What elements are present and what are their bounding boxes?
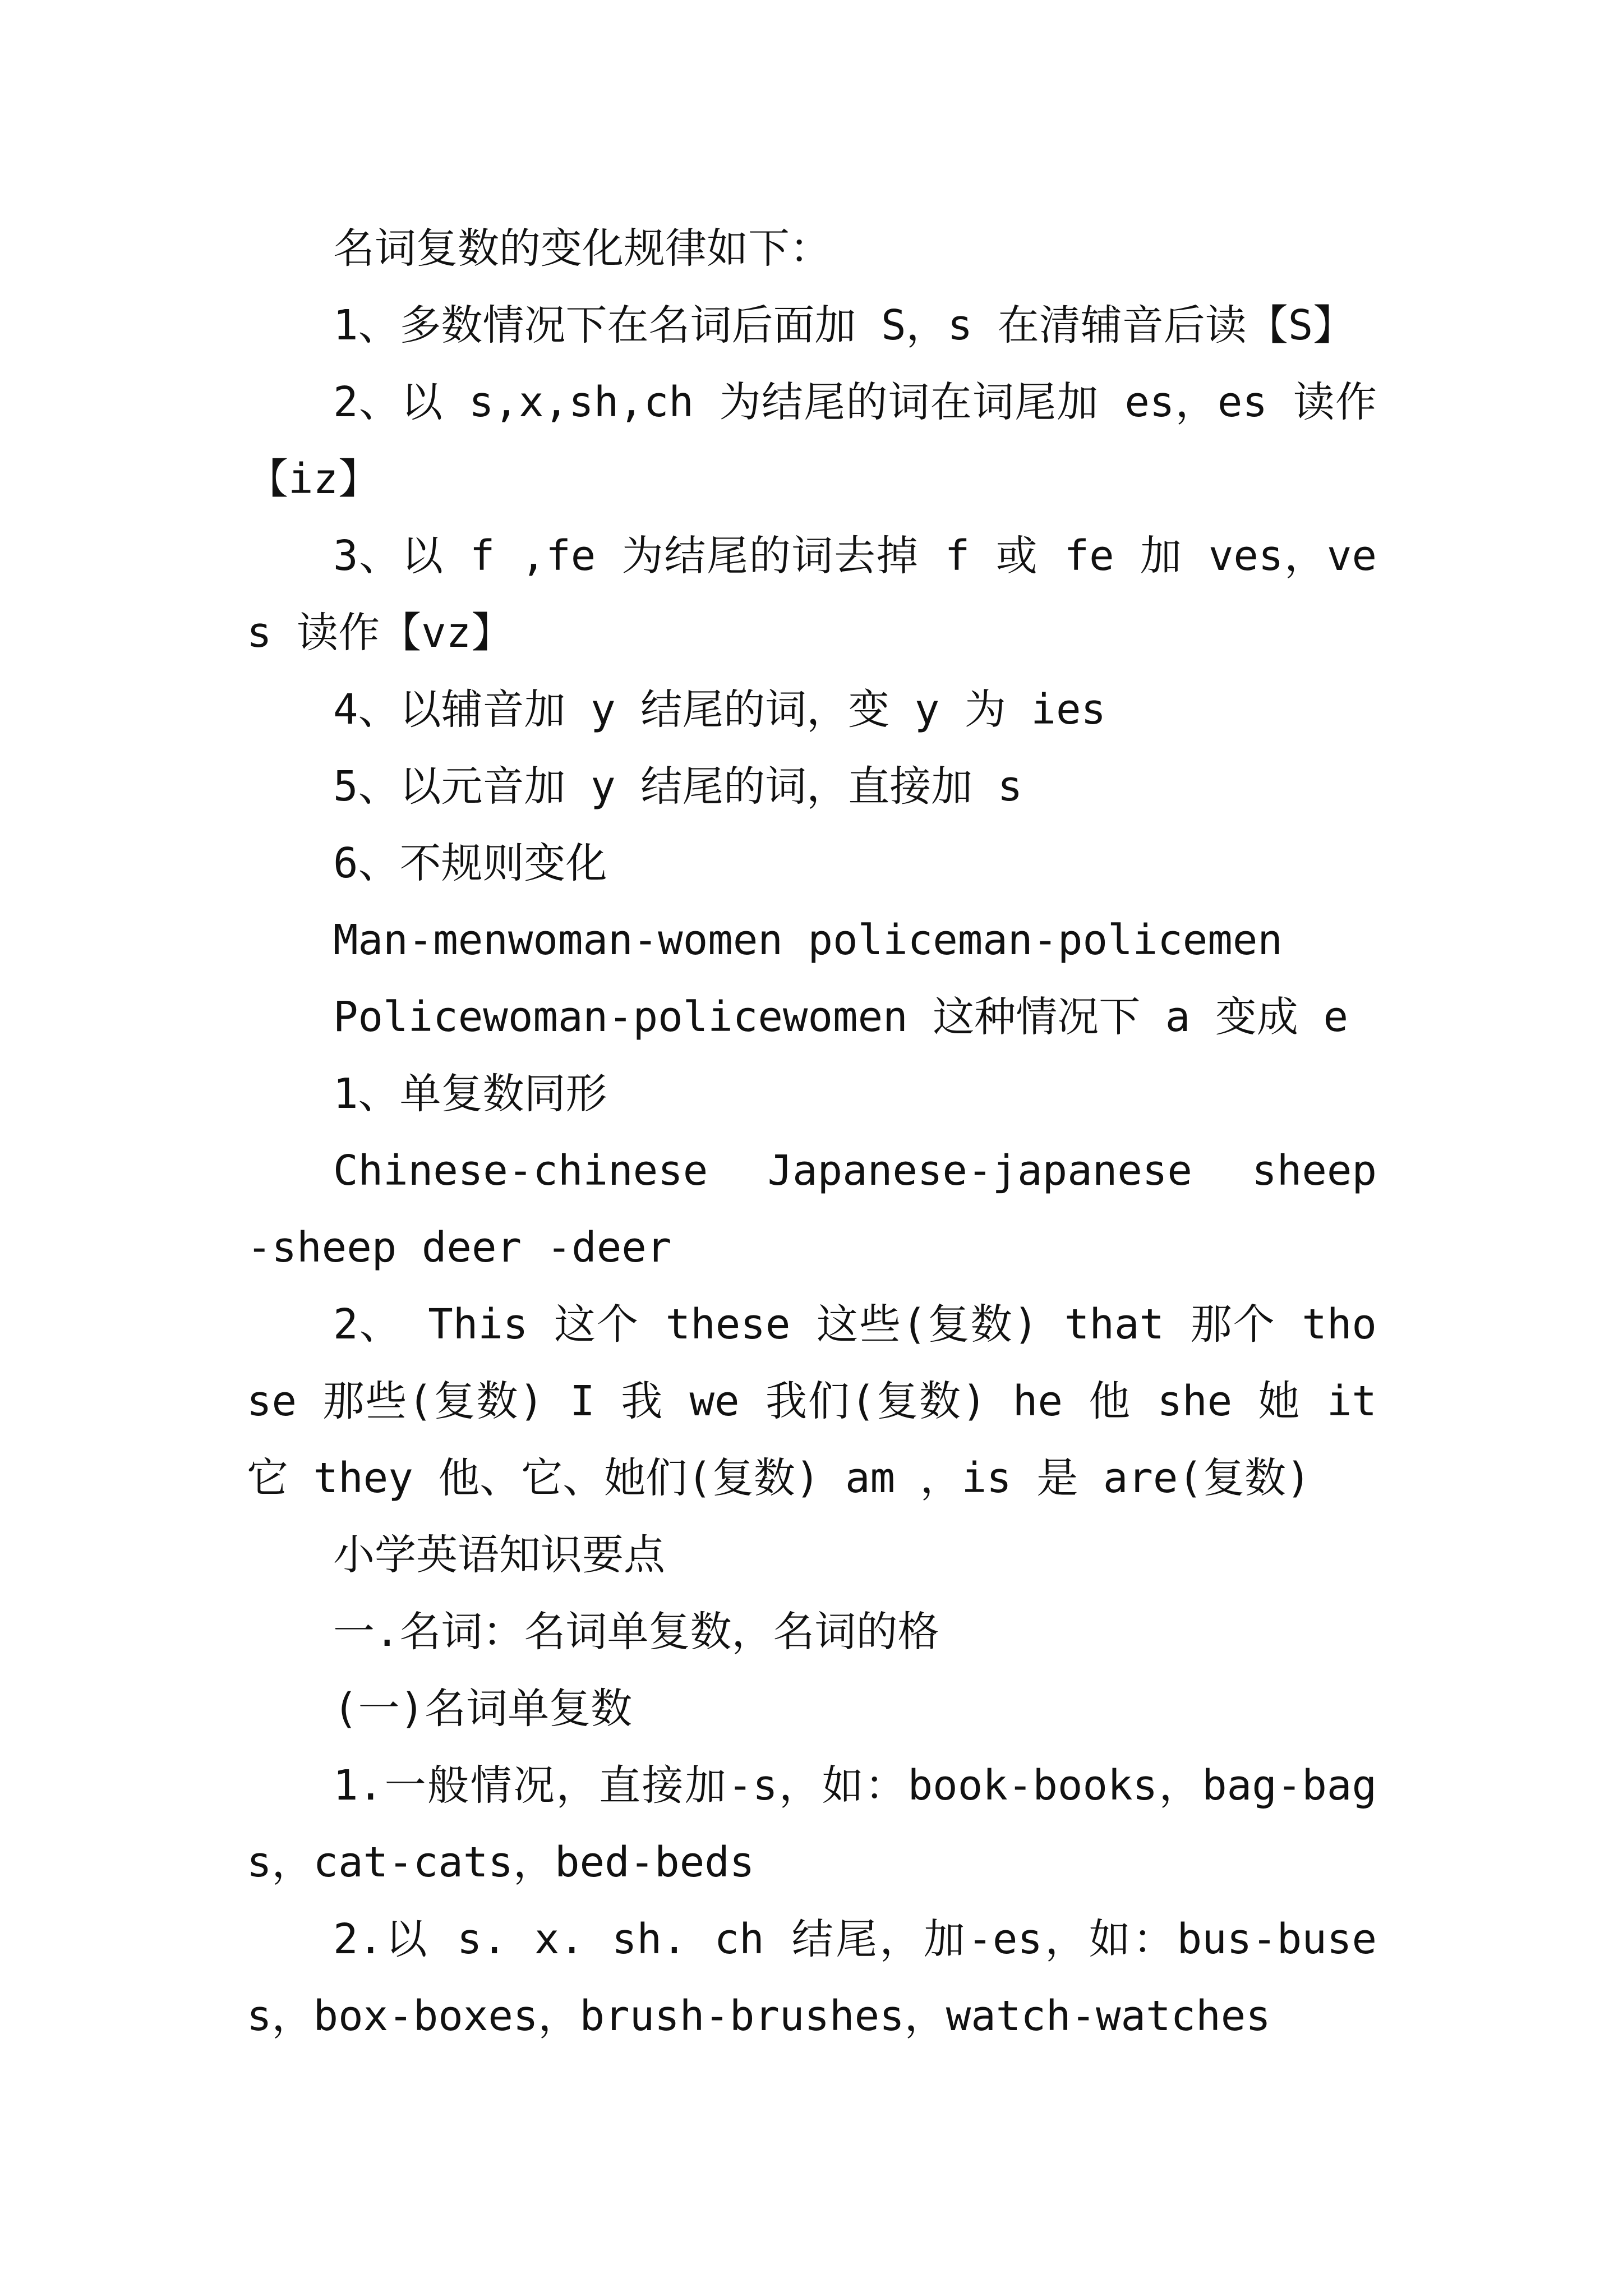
paragraph-irregular-note: Policewoman-policewomen 这种情况下 a 变成 e <box>333 993 1349 1041</box>
paragraph-pronouns: 2、 This 这个 these 这些(复数) that 那个 those 那些(复数) I 我 we 我们(复数) he 他 she 她 it 它 they 他、它、她们(复数) am ，is 是 are(复数) <box>247 1300 1402 1502</box>
paragraph-rule-1: 1、多数情况下在名词后面加 S，s 在清辅音后读【S】 <box>333 301 1355 349</box>
paragraph-plural-rule-es: 2.以 s. x. sh. ch 结尾，加-es，如：bus-buses，box-boxes，brush-brushes，watch-watches <box>247 1915 1377 2040</box>
paragraph-rule-3: 3、以 f ,fe 为结尾的词去掉 f 或 fe 加 ves，ves 读作【vz】 <box>247 532 1377 657</box>
section-title-knowledge-points: 小学英语知识要点 <box>333 1531 665 1579</box>
paragraph-same-form-examples: Chinese-chinese Japanese-japanese sheep -sheep deer -deer <box>247 1147 1427 1272</box>
paragraph-irregular-examples: Man-menwoman-women policeman-policemen <box>333 916 1283 964</box>
paragraph-heading: 名词复数的变化规律如下： <box>333 224 831 273</box>
paragraph-plural-rule-general: 1.一般情况，直接加-s，如：book-books，bag-bags，cat-cats，bed-beds <box>247 1761 1377 1887</box>
paragraph-rule-5: 5、以元音加 y 结尾的词，直接加 s <box>333 762 1023 811</box>
subsection-title-plurals: (一)名词单复数 <box>333 1685 633 1733</box>
paragraph-rule-4: 4、以辅音加 y 结尾的词，变 y 为 ies <box>333 685 1106 734</box>
section-title-nouns: 一.名词：名词单复数，名词的格 <box>333 1608 939 1656</box>
paragraph-rule-6: 6、不规则变化 <box>333 839 607 887</box>
paragraph-same-form: 1、单复数同形 <box>333 1070 607 1118</box>
document-body <box>247 210 1427 2055</box>
paragraph-rule-2: 2、以 s,x,sh,ch 为结尾的词在词尾加 es，es 读作【iz】 <box>247 378 1377 503</box>
